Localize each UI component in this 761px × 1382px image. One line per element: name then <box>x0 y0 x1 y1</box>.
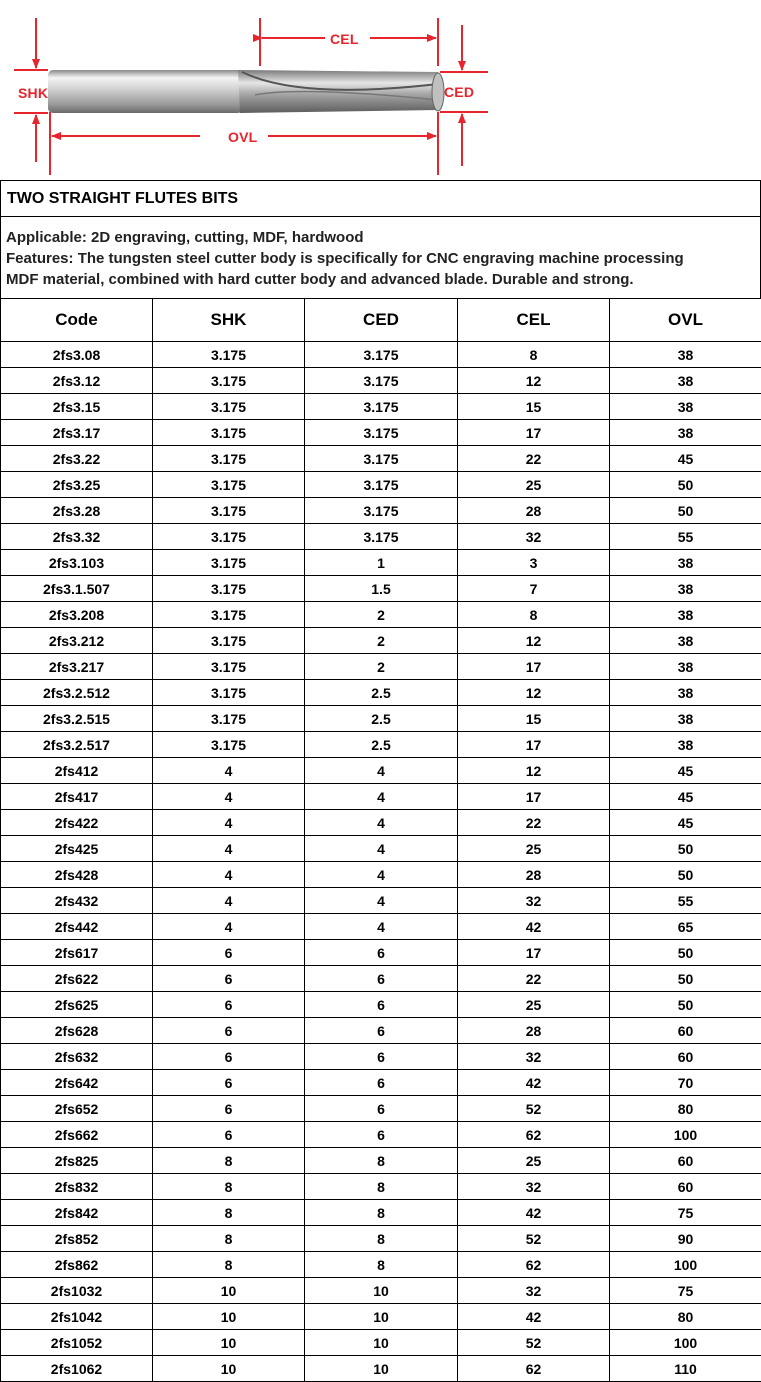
cell-code: 2fs1062 <box>1 1356 153 1382</box>
table-row <box>1 498 761 524</box>
cell-shk: 6 <box>153 940 305 966</box>
cell-ced: 8 <box>305 1252 458 1278</box>
table-row <box>1 1096 761 1122</box>
table-row <box>1 1304 761 1330</box>
cell-shk: 3.175 <box>153 550 305 576</box>
cell-shk: 6 <box>153 1096 305 1122</box>
cell-ced: 2.5 <box>305 706 458 732</box>
cell-shk: 3.175 <box>153 446 305 472</box>
cell-ovl: 60 <box>610 1018 761 1044</box>
product-title-bar <box>0 180 761 217</box>
table-row <box>1 1278 761 1304</box>
product-title: TWO STRAIGHT FLUTES BITS <box>7 190 239 207</box>
cel-label: CEL <box>330 31 359 47</box>
cell-ovl: 80 <box>610 1304 761 1330</box>
cell-shk: 3.175 <box>153 420 305 446</box>
cell-ced: 2.5 <box>305 732 458 758</box>
cell-code: 2fs432 <box>1 888 153 914</box>
cell-shk: 10 <box>153 1304 305 1330</box>
table-row <box>1 420 761 446</box>
cell-cel: 32 <box>458 1278 610 1304</box>
cell-ovl: 75 <box>610 1278 761 1304</box>
cell-shk: 3.175 <box>153 628 305 654</box>
cell-ced: 6 <box>305 1122 458 1148</box>
cell-code: 2fs3.217 <box>1 654 153 680</box>
cell-shk: 3.175 <box>153 498 305 524</box>
header-shk: SHK <box>153 299 305 342</box>
cell-ovl: 38 <box>610 680 761 706</box>
cell-ced: 6 <box>305 1096 458 1122</box>
product-info <box>0 217 761 299</box>
cell-shk: 3.175 <box>153 394 305 420</box>
cell-ced: 3.175 <box>305 420 458 446</box>
cell-code: 2fs3.25 <box>1 472 153 498</box>
cell-ced: 3.175 <box>305 394 458 420</box>
cell-ovl: 50 <box>610 992 761 1018</box>
cell-code: 2fs842 <box>1 1200 153 1226</box>
header-cel: CEL <box>458 299 610 342</box>
cell-ced: 2.5 <box>305 680 458 706</box>
cell-ovl: 60 <box>610 1174 761 1200</box>
table-row <box>1 1330 761 1356</box>
cell-shk: 3.175 <box>153 706 305 732</box>
table-row <box>1 940 761 966</box>
cell-ced: 8 <box>305 1200 458 1226</box>
cell-cel: 62 <box>458 1122 610 1148</box>
cell-ovl: 38 <box>610 394 761 420</box>
cell-code: 2fs628 <box>1 1018 153 1044</box>
cell-shk: 6 <box>153 1070 305 1096</box>
cell-ced: 6 <box>305 1070 458 1096</box>
cell-ced: 10 <box>305 1278 458 1304</box>
cell-code: 2fs428 <box>1 862 153 888</box>
table-row <box>1 1070 761 1096</box>
cell-cel: 32 <box>458 1044 610 1070</box>
cell-code: 2fs3.1.507 <box>1 576 153 602</box>
cell-shk: 3.175 <box>153 654 305 680</box>
table-row <box>1 342 761 368</box>
cell-code: 2fs1032 <box>1 1278 153 1304</box>
table-row <box>1 1252 761 1278</box>
cell-ovl: 50 <box>610 862 761 888</box>
cell-cel: 62 <box>458 1356 610 1382</box>
ovl-label: OVL <box>228 129 258 145</box>
cell-code: 2fs3.212 <box>1 628 153 654</box>
cell-shk: 3.175 <box>153 524 305 550</box>
table-header-row <box>1 299 761 342</box>
cell-ced: 3.175 <box>305 472 458 498</box>
cell-ced: 3.175 <box>305 498 458 524</box>
cell-cel: 8 <box>458 602 610 628</box>
cell-code: 2fs3.22 <box>1 446 153 472</box>
cell-ced: 8 <box>305 1148 458 1174</box>
cell-ovl: 60 <box>610 1148 761 1174</box>
cell-ovl: 50 <box>610 966 761 992</box>
cell-code: 2fs3.08 <box>1 342 153 368</box>
cell-shk: 10 <box>153 1330 305 1356</box>
cell-shk: 3.175 <box>153 576 305 602</box>
cell-code: 2fs442 <box>1 914 153 940</box>
cell-shk: 3.175 <box>153 732 305 758</box>
cell-code: 2fs417 <box>1 784 153 810</box>
cell-ced: 6 <box>305 1044 458 1070</box>
cell-cel: 32 <box>458 1174 610 1200</box>
cell-shk: 4 <box>153 862 305 888</box>
table-row <box>1 472 761 498</box>
cell-ovl: 38 <box>610 654 761 680</box>
cell-shk: 3.175 <box>153 472 305 498</box>
cell-ovl: 70 <box>610 1070 761 1096</box>
cell-code: 2fs1052 <box>1 1330 153 1356</box>
cell-shk: 6 <box>153 1122 305 1148</box>
features-text-line2: MDF material, combined with hard cutter body and advanced blade. Durable and strong. <box>6 271 634 288</box>
cell-cel: 22 <box>458 446 610 472</box>
table-row <box>1 914 761 940</box>
cell-cel: 17 <box>458 940 610 966</box>
cell-ced: 3.175 <box>305 446 458 472</box>
cell-shk: 6 <box>153 992 305 1018</box>
cell-cel: 25 <box>458 992 610 1018</box>
table-row <box>1 524 761 550</box>
table-row <box>1 992 761 1018</box>
cell-cel: 7 <box>458 576 610 602</box>
table-row <box>1 394 761 420</box>
table-row <box>1 1226 761 1252</box>
cell-ced: 4 <box>305 836 458 862</box>
cell-ced: 1.5 <box>305 576 458 602</box>
cell-ced: 3.175 <box>305 524 458 550</box>
cell-ovl: 100 <box>610 1330 761 1356</box>
cell-shk: 8 <box>153 1200 305 1226</box>
cell-cel: 32 <box>458 524 610 550</box>
cell-shk: 4 <box>153 888 305 914</box>
cell-ovl: 50 <box>610 836 761 862</box>
cell-shk: 8 <box>153 1174 305 1200</box>
cell-shk: 10 <box>153 1278 305 1304</box>
cell-cel: 42 <box>458 1200 610 1226</box>
cell-ovl: 100 <box>610 1122 761 1148</box>
cell-cel: 15 <box>458 394 610 420</box>
cell-cel: 17 <box>458 732 610 758</box>
cell-cel: 12 <box>458 628 610 654</box>
cell-code: 2fs642 <box>1 1070 153 1096</box>
cell-code: 2fs852 <box>1 1226 153 1252</box>
cell-code: 2fs652 <box>1 1096 153 1122</box>
table-row <box>1 550 761 576</box>
cell-code: 2fs1042 <box>1 1304 153 1330</box>
cell-cel: 28 <box>458 498 610 524</box>
cell-code: 2fs3.17 <box>1 420 153 446</box>
cell-ovl: 50 <box>610 940 761 966</box>
cell-cel: 42 <box>458 1304 610 1330</box>
shank-shape <box>48 70 243 113</box>
features-text-line1: Features: The tungsten steel cutter body is specifically for CNC engraving machine processing <box>6 250 684 267</box>
cell-ovl: 50 <box>610 498 761 524</box>
bit-drawing <box>0 0 761 180</box>
table-row <box>1 368 761 394</box>
table-row <box>1 732 761 758</box>
cell-ovl: 75 <box>610 1200 761 1226</box>
cell-ced: 2 <box>305 628 458 654</box>
cell-ovl: 38 <box>610 602 761 628</box>
cell-code: 2fs625 <box>1 992 153 1018</box>
cell-shk: 4 <box>153 914 305 940</box>
table-row <box>1 784 761 810</box>
cell-cel: 8 <box>458 342 610 368</box>
cell-ovl: 38 <box>610 342 761 368</box>
table-row <box>1 758 761 784</box>
cell-cel: 22 <box>458 810 610 836</box>
cell-ced: 4 <box>305 810 458 836</box>
cell-ced: 4 <box>305 784 458 810</box>
cell-shk: 8 <box>153 1252 305 1278</box>
cell-ced: 3.175 <box>305 368 458 394</box>
cell-ced: 8 <box>305 1174 458 1200</box>
cell-ced: 2 <box>305 654 458 680</box>
cell-shk: 6 <box>153 966 305 992</box>
cell-ovl: 50 <box>610 472 761 498</box>
header-ovl: OVL <box>610 299 761 342</box>
cell-ced: 6 <box>305 992 458 1018</box>
cell-code: 2fs3.28 <box>1 498 153 524</box>
table-row <box>1 628 761 654</box>
cell-ovl: 60 <box>610 1044 761 1070</box>
applicable-text: Applicable: 2D engraving, cutting, MDF, hardwood <box>6 229 364 246</box>
cell-ced: 4 <box>305 888 458 914</box>
table-row <box>1 862 761 888</box>
cell-ovl: 100 <box>610 1252 761 1278</box>
cell-cel: 12 <box>458 368 610 394</box>
cell-ovl: 90 <box>610 1226 761 1252</box>
table-row <box>1 680 761 706</box>
cell-code: 2fs422 <box>1 810 153 836</box>
table-row <box>1 1200 761 1226</box>
cell-shk: 4 <box>153 784 305 810</box>
cell-ced: 4 <box>305 758 458 784</box>
spec-table <box>0 298 761 1382</box>
table-row <box>1 1356 761 1382</box>
cell-ovl: 38 <box>610 706 761 732</box>
cell-shk: 8 <box>153 1148 305 1174</box>
cell-ovl: 38 <box>610 420 761 446</box>
cell-shk: 3.175 <box>153 680 305 706</box>
cell-ovl: 55 <box>610 524 761 550</box>
cell-code: 2fs832 <box>1 1174 153 1200</box>
cell-code: 2fs3.32 <box>1 524 153 550</box>
cell-ovl: 38 <box>610 732 761 758</box>
table-body <box>1 342 761 1382</box>
cell-ced: 10 <box>305 1304 458 1330</box>
cell-ovl: 38 <box>610 550 761 576</box>
cell-code: 2fs622 <box>1 966 153 992</box>
cell-code: 2fs3.103 <box>1 550 153 576</box>
cell-code: 2fs632 <box>1 1044 153 1070</box>
cell-cel: 17 <box>458 420 610 446</box>
cell-code: 2fs3.2.512 <box>1 680 153 706</box>
cell-code: 2fs3.15 <box>1 394 153 420</box>
table-row <box>1 446 761 472</box>
cell-shk: 8 <box>153 1226 305 1252</box>
cell-ovl: 38 <box>610 628 761 654</box>
table-row <box>1 654 761 680</box>
flute-shape <box>238 70 445 113</box>
cell-ced: 10 <box>305 1356 458 1382</box>
cell-cel: 42 <box>458 1070 610 1096</box>
cell-cel: 3 <box>458 550 610 576</box>
cell-ovl: 110 <box>610 1356 761 1382</box>
cell-shk: 4 <box>153 810 305 836</box>
cell-cel: 12 <box>458 758 610 784</box>
cell-cel: 52 <box>458 1226 610 1252</box>
cell-cel: 17 <box>458 784 610 810</box>
cell-shk: 6 <box>153 1018 305 1044</box>
table-row <box>1 966 761 992</box>
table-row <box>1 1174 761 1200</box>
cell-ovl: 45 <box>610 810 761 836</box>
cell-code: 2fs862 <box>1 1252 153 1278</box>
cell-shk: 3.175 <box>153 368 305 394</box>
cell-code: 2fs617 <box>1 940 153 966</box>
cell-ovl: 45 <box>610 446 761 472</box>
cell-cel: 62 <box>458 1252 610 1278</box>
cell-shk: 4 <box>153 836 305 862</box>
cell-code: 2fs425 <box>1 836 153 862</box>
cell-ced: 1 <box>305 550 458 576</box>
cell-cel: 12 <box>458 680 610 706</box>
table-row <box>1 1018 761 1044</box>
bit-dimension-diagram <box>0 0 761 180</box>
cell-cel: 32 <box>458 888 610 914</box>
cell-ced: 2 <box>305 602 458 628</box>
cell-ovl: 38 <box>610 576 761 602</box>
cell-shk: 4 <box>153 758 305 784</box>
cell-code: 2fs412 <box>1 758 153 784</box>
table-row <box>1 810 761 836</box>
cell-cel: 42 <box>458 914 610 940</box>
table-row <box>1 1148 761 1174</box>
table-row <box>1 1044 761 1070</box>
shk-label: SHK <box>18 85 49 101</box>
table-row <box>1 602 761 628</box>
cell-code: 2fs3.12 <box>1 368 153 394</box>
cell-cel: 52 <box>458 1330 610 1356</box>
cell-cel: 25 <box>458 1148 610 1174</box>
table-row <box>1 706 761 732</box>
cell-ovl: 80 <box>610 1096 761 1122</box>
ced-label: CED <box>444 84 475 100</box>
cell-shk: 3.175 <box>153 342 305 368</box>
cell-code: 2fs825 <box>1 1148 153 1174</box>
cell-shk: 6 <box>153 1044 305 1070</box>
cell-ced: 4 <box>305 862 458 888</box>
cell-ovl: 55 <box>610 888 761 914</box>
cell-cel: 17 <box>458 654 610 680</box>
cell-shk: 3.175 <box>153 602 305 628</box>
cell-ovl: 45 <box>610 784 761 810</box>
table-row <box>1 576 761 602</box>
cell-cel: 28 <box>458 1018 610 1044</box>
cell-ced: 6 <box>305 1018 458 1044</box>
cell-cel: 15 <box>458 706 610 732</box>
cell-shk: 10 <box>153 1356 305 1382</box>
cell-cel: 25 <box>458 836 610 862</box>
cell-code: 2fs662 <box>1 1122 153 1148</box>
cell-code: 2fs3.2.517 <box>1 732 153 758</box>
header-code: Code <box>1 299 153 342</box>
cell-ced: 10 <box>305 1330 458 1356</box>
cell-ced: 6 <box>305 966 458 992</box>
cell-ced: 3.175 <box>305 342 458 368</box>
cell-ovl: 38 <box>610 368 761 394</box>
table-row <box>1 888 761 914</box>
cell-code: 2fs3.2.515 <box>1 706 153 732</box>
table-row <box>1 836 761 862</box>
cell-cel: 28 <box>458 862 610 888</box>
cell-ced: 8 <box>305 1226 458 1252</box>
cell-ovl: 65 <box>610 914 761 940</box>
cell-cel: 52 <box>458 1096 610 1122</box>
cell-ced: 4 <box>305 914 458 940</box>
cell-cel: 22 <box>458 966 610 992</box>
cell-ovl: 45 <box>610 758 761 784</box>
header-ced: CED <box>305 299 458 342</box>
table-row <box>1 1122 761 1148</box>
cell-ced: 6 <box>305 940 458 966</box>
cell-code: 2fs3.208 <box>1 602 153 628</box>
cell-cel: 25 <box>458 472 610 498</box>
